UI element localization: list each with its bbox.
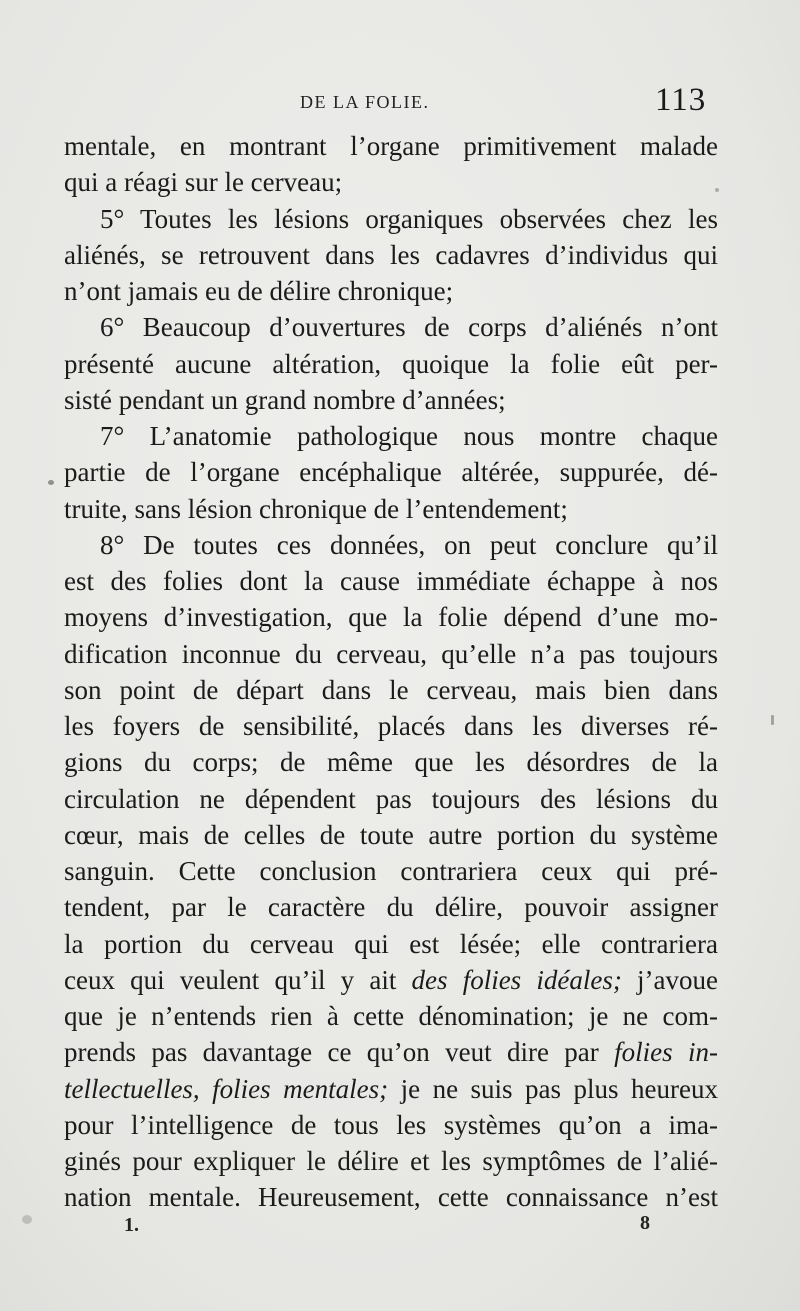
- ink-speck: [48, 480, 54, 485]
- text-line: moyens d’investigation, que la folie dépend d’une mo-: [64, 602, 718, 633]
- text-line: sisté pendant un grand nombre d’années;: [64, 384, 506, 415]
- page-footer: [0, 1212, 800, 1242]
- text-line: que je n’entends rien à cette dénomination; je ne com-: [64, 1001, 718, 1031]
- text-line: mentale, en montrant l’organe primitivement malade: [64, 131, 718, 161]
- body-text: [64, 128, 718, 1216]
- signature-mark-left: 1.: [124, 1214, 139, 1236]
- text-line: est des folies dont la cause immédiate échappe à nos: [64, 566, 718, 596]
- running-head: [0, 82, 800, 120]
- text-line: partie de l’organe encéphalique altérée, suppurée, dé-: [64, 457, 718, 488]
- text-line: la portion du cerveau qui est lésée; elle contrariera: [64, 928, 718, 959]
- text-line: les foyers de sensibilité, placés dans les diverses ré-: [64, 711, 718, 741]
- text-line: prends pas davantage ce qu’on veut dire par folies in-: [64, 1037, 718, 1068]
- signature-mark-right: 8: [640, 1212, 650, 1234]
- text-line: circulation ne dépendent pas toujours des lésions du: [64, 783, 718, 814]
- text-line: aliénés, se retrouvent dans les cadavres d’individus qui: [64, 239, 718, 270]
- text-line: ginés pour expliquer le délire et les symptômes de l’alié-: [64, 1146, 718, 1176]
- ink-speck: [715, 188, 719, 192]
- text-line: son point de départ dans le cerveau, mais bien dans: [64, 674, 718, 705]
- text-line: dification inconnue du cerveau, qu’elle n’a pas toujours: [64, 638, 718, 669]
- text-line: truite, sans lésion chronique de l’entendement;: [64, 493, 568, 524]
- italic-phrase: des folies idéales;: [411, 964, 622, 995]
- text-line: 5° Toutes les lésions organiques observées chez les: [100, 203, 718, 234]
- ink-speck: [771, 715, 774, 725]
- text-line: 8° De toutes ces données, on peut conclure qu’il: [100, 529, 718, 560]
- italic-phrase: tellectuelles, folies mentales;: [64, 1073, 389, 1104]
- running-head-title: DE LA FOLIE.: [300, 92, 430, 112]
- text-line: qui a réagi sur le cerveau;: [64, 167, 343, 198]
- text-line: nation mentale. Heureusement, cette connaissance n’est: [64, 1182, 718, 1213]
- text-line: gions du corps; de même que les désordres de la: [64, 747, 718, 778]
- text-line: 6° Beaucoup d’ouvertures de corps d’aliénés n’ont: [100, 312, 718, 343]
- ink-speck: [22, 1215, 32, 1224]
- text-line: tellectuelles, folies mentales; je ne suis pas plus heureux: [64, 1073, 718, 1104]
- text-line: n’ont jamais eu de délire chronique;: [64, 276, 454, 306]
- text-line: présenté aucune altération, quoique la folie eût per-: [64, 348, 718, 379]
- page-number: 113: [655, 82, 707, 118]
- text-line: pour l’intelligence de tous les systèmes qu’on a ima-: [64, 1109, 718, 1140]
- text-line: tendent, par le caractère du délire, pouvoir assigner: [64, 892, 718, 923]
- italic-phrase: folies in-: [614, 1037, 718, 1068]
- text-line: sanguin. Cette conclusion contrariera ceux qui pré-: [64, 856, 718, 886]
- text-line: ceux qui veulent qu’il y ait des folies idéales; j’avoue: [64, 964, 718, 995]
- text-line: 7° L’anatomie pathologique nous montre chaque: [100, 421, 718, 451]
- text-line: cœur, mais de celles de toute autre portion du système: [64, 819, 718, 850]
